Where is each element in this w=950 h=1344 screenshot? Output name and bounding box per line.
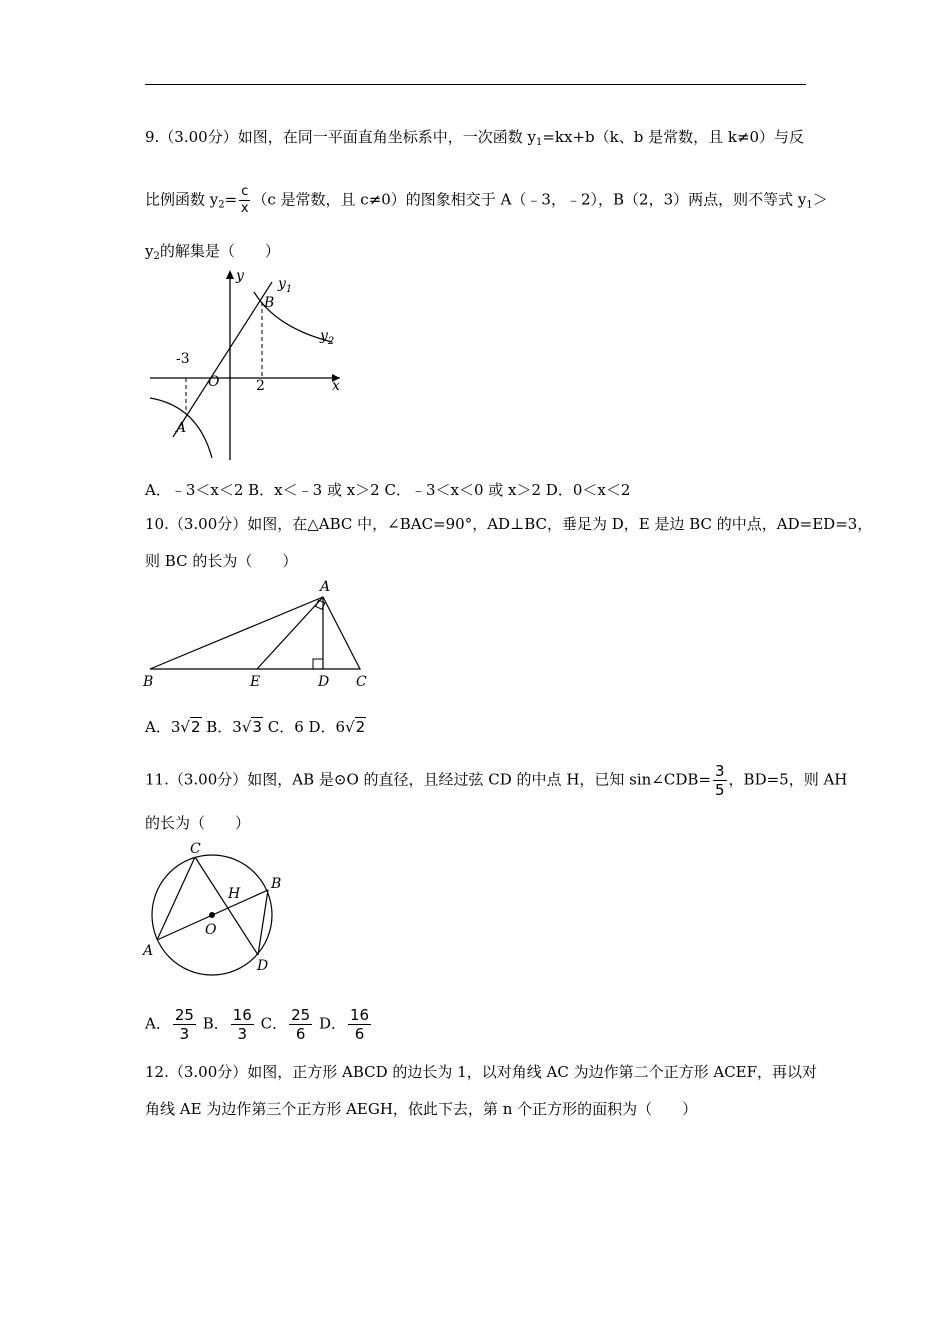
origin-label: O: [208, 374, 220, 390]
x-axis-label: x: [332, 378, 340, 394]
point-b-label: B: [264, 295, 275, 311]
q11-line-2: 的长为（ ）: [145, 814, 251, 832]
c-over-x-fraction: $\frac{c}{x}$: [240, 184, 249, 216]
option-a-fraction: $\frac{25}{3}$: [174, 1006, 194, 1043]
q11-point-h: H: [228, 886, 241, 902]
q12-line-2: 角线 AE 为边作第三个正方形 AEGH，依此下去，第 n 个正方形的面积为（ ）: [145, 1100, 698, 1118]
q10-point-a: A: [320, 579, 331, 595]
option-d-fraction: $\frac{16}{6}$: [350, 1006, 370, 1043]
q11-point-a: A: [143, 943, 154, 959]
q10-line-1: 10.（3.00分）如图，在△ABC 中，∠BAC=90°，AD⊥BC，垂足为 D，E 是边 BC 的中点，AD=ED=3，: [145, 515, 873, 533]
q11-point-c: C: [190, 841, 201, 857]
q11-point-o: O: [205, 922, 217, 938]
q10-point-c: C: [356, 674, 367, 690]
q11-point-b: B: [271, 876, 282, 892]
q10-line-2: 则 BC 的长为（ ）: [145, 552, 298, 570]
option-c-fraction: $\frac{25}{6}$: [291, 1006, 311, 1043]
two-tick-label: 2: [256, 378, 265, 394]
q9-line-3: $y_2$的解集是（ ）: [145, 242, 280, 262]
q9-options: A．﹣3＜x＜2 B．x＜﹣3 或 x＞2 C．﹣3＜x＜0 或 x＞2 D．0＜x＜2: [145, 481, 631, 499]
q11-options: A． $\frac{25}{3}$ B． $\frac{16}{3}$ C． $\frac{25}{6}$ D． $\frac{16}{6}$: [145, 1006, 370, 1043]
q10-options: A．3√2 B．3√3 C．6 D．6√2: [145, 718, 366, 736]
q9-line-2: 比例函数 $y_2=$ $\frac{c}{x}$ （c 是常数，且 c≠0）的图象相交于 A（﹣3，﹣2），B（2，3）两点，则不等式 $y_1>$: [145, 184, 828, 216]
y-axis-label: y: [236, 268, 244, 284]
neg3-tick-label: -3: [176, 351, 190, 367]
y1-label: $y_1$: [278, 276, 293, 295]
q11-point-d: D: [257, 958, 269, 974]
q10-point-d: D: [318, 674, 330, 690]
three-fifths-fraction: $\frac{3}{5}$: [715, 762, 725, 799]
q10-point-e: E: [250, 674, 261, 690]
y2-label: $y_2$: [320, 328, 335, 347]
q11-line-1: 11.（3.00分）如图，AB 是⊙O 的直径，且经过弦 CD 的中点 H，已知 sin∠CDB= $\frac{3}{5}$ ，BD=5，则 AH: [145, 762, 848, 799]
point-a-label: A: [176, 420, 187, 436]
q12-line-1: 12.（3.00分）如图，正方形 ABCD 的边长为 1，以对角线 AC 为边作第二个正方形 ACEF，再以对: [145, 1063, 818, 1081]
q10-point-b: B: [143, 674, 154, 690]
q9-line-1: 9.（3.00分）如图，在同一平面直角坐标系中，一次函数 $y_1=kx+b(k$、b 是常数，且 k≠0）与反: [145, 128, 805, 148]
option-b-fraction: $\frac{16}{3}$: [232, 1006, 252, 1043]
